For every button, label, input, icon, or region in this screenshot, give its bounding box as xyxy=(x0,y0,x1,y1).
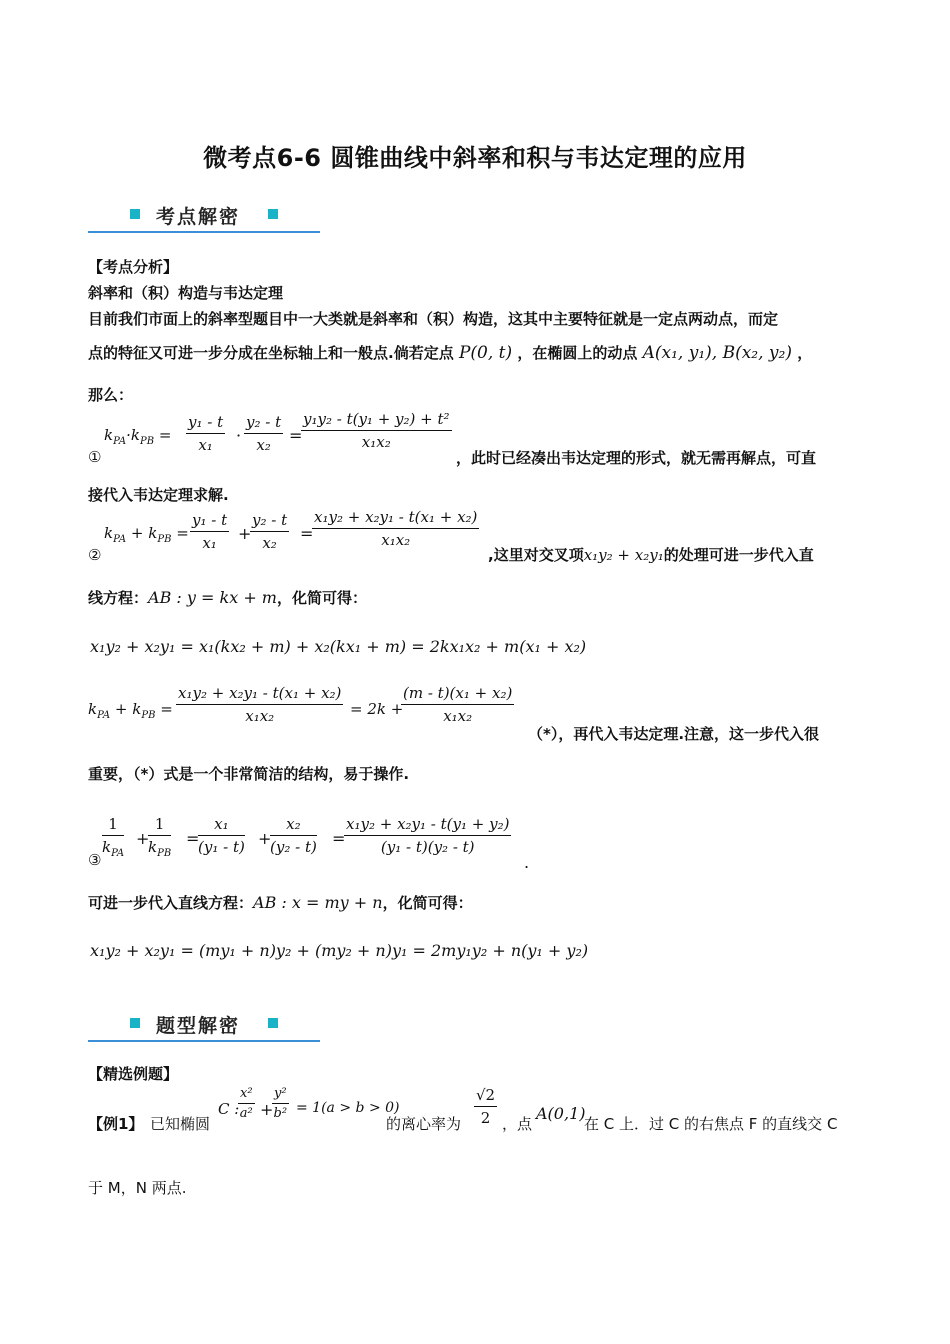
square-icon xyxy=(130,1018,140,1028)
analysis-subheading: 斜率和（积）构造与韦达定理 xyxy=(88,284,284,302)
subscript: PB xyxy=(140,436,155,447)
numerator: √2 xyxy=(474,1086,497,1107)
fraction xyxy=(190,511,229,552)
numerator: y₁ - t xyxy=(186,413,225,434)
k-symbol: k xyxy=(132,700,142,718)
fraction xyxy=(474,1086,497,1127)
formula-lhs: $k_{PA}\cdot k_{PB}$ = xyxy=(104,426,172,447)
k-symbol: k xyxy=(104,524,114,542)
section-header-label: 题型解密 xyxy=(156,1015,241,1037)
numerator: y₂ - t xyxy=(250,511,289,532)
text-span: 已知椭圆 xyxy=(150,1115,211,1133)
text-span: 点的特征又可进一步分成在坐标轴上和一般点.倘若定点 xyxy=(88,344,454,362)
numerator: y₁ - t xyxy=(190,511,229,532)
formula-lhs: $k_{PA} + k_{PB}$ = xyxy=(88,700,173,721)
analysis-heading: 【考点分析】 xyxy=(88,258,179,276)
fraction xyxy=(148,815,171,859)
fraction xyxy=(186,413,225,454)
formula-6: x₁y₂ + x₂y₁ = (my₁ + n)y₂ + (my₂ + n)y₁ = 2my₁y₂ + n(y₁ + y₂) xyxy=(90,941,589,960)
numerator: x₁y₂ + x₂y₁ - t(x₁ + x₂) xyxy=(176,684,343,705)
formula-1 xyxy=(88,410,488,466)
numerator: 1 xyxy=(148,815,171,836)
period: . xyxy=(524,853,530,872)
k-symbol: k xyxy=(104,426,114,444)
text-span: ，点 xyxy=(502,1115,533,1133)
k-symbol: k xyxy=(148,524,158,542)
operator: = xyxy=(186,829,200,848)
numerator: x₁y₂ + x₂y₁ - t(x₁ + x₂) xyxy=(312,508,479,529)
section-header-kaodian xyxy=(88,203,320,233)
numerator: y² xyxy=(272,1086,289,1104)
denominator: b² xyxy=(273,1106,288,1121)
example-label: 【例1】 xyxy=(88,1115,144,1133)
analysis-para-line3: 那么： xyxy=(88,386,134,404)
denominator xyxy=(102,836,124,859)
fraction xyxy=(344,815,511,856)
square-icon xyxy=(130,209,140,219)
denominator: x₁x₂ xyxy=(361,433,391,451)
text-span: ,这里对交叉项 xyxy=(488,546,584,564)
analysis-para-line2 xyxy=(88,343,812,363)
subscript: PA xyxy=(97,710,111,721)
line2-equation-row xyxy=(88,893,473,913)
formula-lhs: $k_{PA} + k_{PB}$ = xyxy=(104,524,189,545)
item-marker: ① xyxy=(88,448,102,466)
denominator: (y₁ - t)(y₂ - t) xyxy=(380,838,475,856)
fraction xyxy=(176,684,343,725)
operator: = xyxy=(300,524,314,543)
denominator: x₁x₂ xyxy=(381,531,411,549)
denominator: x₂ xyxy=(262,534,277,552)
denominator: a² xyxy=(239,1106,253,1121)
line-equation: AB : y = kx + m xyxy=(148,588,277,607)
operator: = xyxy=(289,426,303,445)
numerator: x₁y₂ + x₂y₁ - t(y₁ + y₂) xyxy=(344,815,511,836)
square-icon xyxy=(268,209,278,219)
text-span: 线方程： xyxy=(88,589,149,607)
text-span: 在 C 上．过 C 的右焦点 F 的直线交 C xyxy=(584,1115,838,1133)
text-span: 可进一步代入直线方程： xyxy=(88,894,254,912)
square-icon xyxy=(268,1018,278,1028)
text-span: ，化简可得： xyxy=(276,589,367,607)
point-a: A(0,1) xyxy=(536,1104,586,1123)
ellipse-label: C : xyxy=(218,1100,240,1118)
text-span: ，在椭圆上的动点 xyxy=(517,344,638,362)
numerator: x² xyxy=(238,1086,255,1104)
analysis-para-line1: 目前我们市面上的斜率型题目中一大类就是斜率和（积）构造，这其中主要特征就是一定点两动点，而定 xyxy=(88,310,779,328)
k-symbol: k xyxy=(88,700,98,718)
denominator: x₁ xyxy=(202,534,217,552)
formula-3: x₁y₂ + x₂y₁ = x₁(kx₂ + m) + x₂(kx₁ + m) = 2kx₁x₂ + m(x₁ + x₂) xyxy=(90,637,587,656)
line-equation-row xyxy=(88,588,367,608)
fraction xyxy=(301,410,452,451)
operator: · xyxy=(236,426,242,445)
example-1-line2: 于 M，N 两点. xyxy=(88,1179,187,1197)
point-p: P(0, t) xyxy=(458,343,513,363)
item1-tail: ，此时已经凑出韦达定理的形式，就无需再解点，可直 xyxy=(456,449,817,467)
star-tail2: 重要，（*）式是一个非常简洁的结构，易于操作. xyxy=(88,765,410,783)
formula-4 xyxy=(88,684,528,740)
item2-tail xyxy=(488,545,814,565)
numerator: y₁y₂ - t(y₁ + y₂) + t² xyxy=(301,410,452,431)
section-underline xyxy=(88,231,320,233)
denominator: x₂ xyxy=(256,436,271,454)
numerator: x₁ xyxy=(198,815,245,836)
text-span: 的离心率为 xyxy=(386,1115,462,1133)
k-symbol: k xyxy=(148,838,158,856)
numerator: x₂ xyxy=(270,815,317,836)
subscript: PB xyxy=(157,534,172,545)
fraction xyxy=(102,815,124,859)
item1-tail2: 接代入韦达定理求解. xyxy=(88,486,229,504)
fraction xyxy=(401,684,514,725)
examples-heading: 【精选例题】 xyxy=(88,1065,179,1083)
k-symbol: k xyxy=(102,838,112,856)
formula-5 xyxy=(88,815,538,871)
operator: + xyxy=(260,1100,274,1119)
subscript: PB xyxy=(141,710,156,721)
section-header-tixing xyxy=(88,1012,320,1042)
text-span: 的处理可进一步代入直 xyxy=(663,546,814,564)
example-1 xyxy=(88,1086,868,1142)
denominator: x₁ xyxy=(198,436,213,454)
fraction xyxy=(270,815,317,856)
fraction xyxy=(250,511,289,552)
subscript: PA xyxy=(111,848,125,859)
ellipse-rhs: = 1(a > b > 0) xyxy=(296,1100,400,1116)
fraction xyxy=(244,413,283,454)
operator: + xyxy=(136,829,150,848)
operator: + xyxy=(238,524,252,543)
denominator: x₁x₂ xyxy=(443,707,473,725)
numerator: 1 xyxy=(102,815,124,836)
denominator: (y₂ - t) xyxy=(270,838,317,856)
subscript: PA xyxy=(113,436,127,447)
subscript: PB xyxy=(157,848,172,859)
points-ab: A(x₁, y₁), B(x₂, y₂) xyxy=(642,343,792,363)
formula-2 xyxy=(88,508,498,566)
denominator: 2 xyxy=(480,1109,491,1127)
numerator: (m - t)(x₁ + x₂) xyxy=(401,684,514,705)
page-title: 微考点6-6 圆锥曲线中斜率和积与韦达定理的应用 xyxy=(203,144,747,172)
line-equation: AB : x = my + n xyxy=(253,893,383,912)
formula-mid: = 2k + xyxy=(350,700,404,718)
denominator xyxy=(148,836,171,859)
fraction xyxy=(312,508,479,549)
item-marker: ② xyxy=(88,546,102,564)
denominator: (y₁ - t) xyxy=(198,838,245,856)
subscript: PA xyxy=(113,534,127,545)
k-symbol: k xyxy=(130,426,141,444)
star-tail: （*），再代入韦达定理.注意，这一步代入很 xyxy=(528,725,820,743)
operator: = xyxy=(332,829,346,848)
cross-term: x₁y₂ + x₂y₁ xyxy=(583,546,664,564)
denominator: x₁x₂ xyxy=(245,707,275,725)
fraction xyxy=(272,1086,289,1121)
section-header-label: 考点解密 xyxy=(156,206,241,228)
operator: + xyxy=(258,829,272,848)
numerator: y₂ - t xyxy=(244,413,283,434)
fraction xyxy=(238,1086,255,1121)
fraction xyxy=(198,815,245,856)
text-span: ， xyxy=(797,344,813,362)
text-span: ，化简可得： xyxy=(382,894,473,912)
item-marker: ③ xyxy=(88,851,102,869)
section-underline xyxy=(88,1040,320,1042)
